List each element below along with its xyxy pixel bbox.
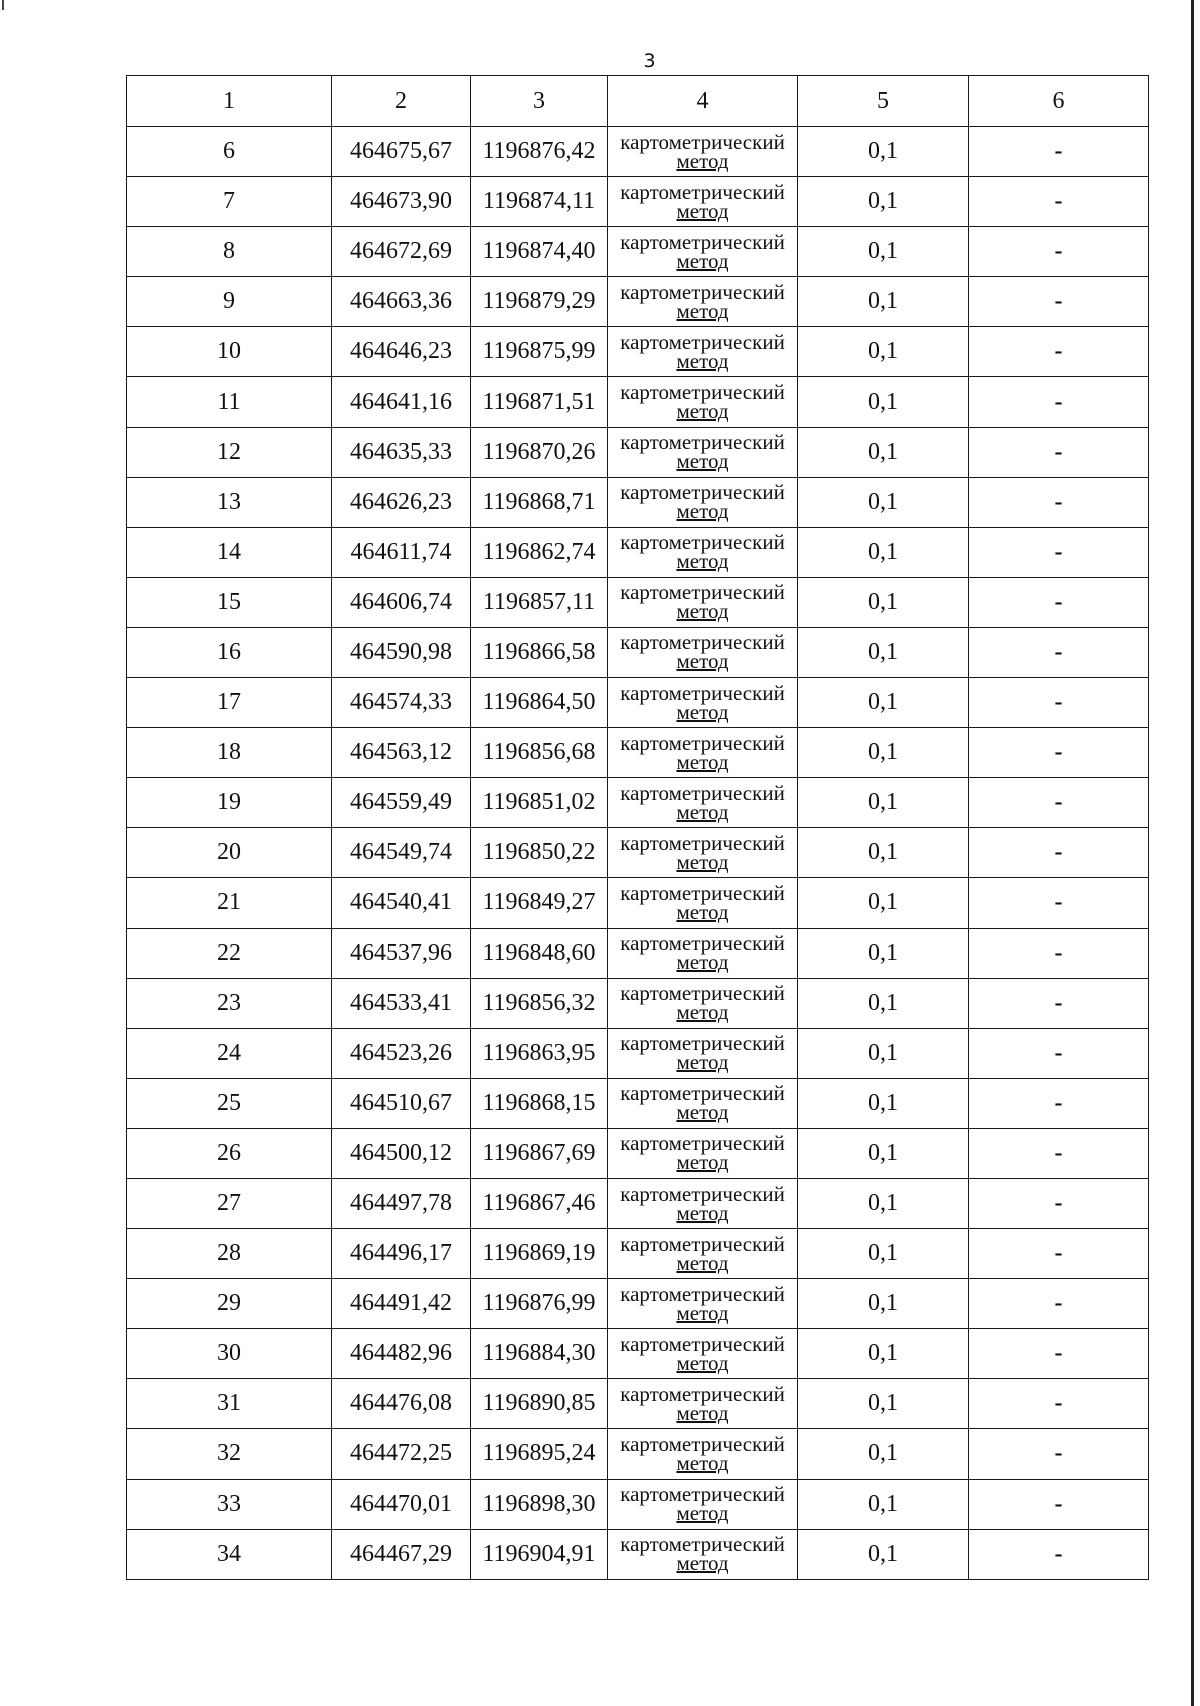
x-coordinate-cell: 464500,12 <box>332 1128 471 1178</box>
y-coordinate-cell: 1196868,71 <box>471 477 608 527</box>
accuracy-cell: 0,1 <box>798 728 969 778</box>
note-cell: - <box>969 377 1149 427</box>
header-cell-6: 6 <box>969 76 1149 127</box>
method-text-line1: картометрический <box>620 1381 785 1406</box>
method-text-line2: метод <box>676 1450 729 1475</box>
note-cell: - <box>969 978 1149 1028</box>
method-text-line1: картометрический <box>620 229 785 254</box>
point-number-cell: 18 <box>127 728 332 778</box>
method-text-line1: картометрический <box>620 1331 785 1356</box>
method-text-line2: метод <box>676 1150 729 1175</box>
method-cell <box>608 1178 798 1228</box>
table-row <box>127 427 1149 477</box>
method-text-line1: картометрический <box>620 1482 785 1507</box>
y-coordinate-cell: 1196856,68 <box>471 728 608 778</box>
accuracy-cell: 0,1 <box>798 1479 969 1529</box>
point-number-cell: 26 <box>127 1128 332 1178</box>
method-cell <box>608 327 798 377</box>
method-text-line1: картометрический <box>620 1131 785 1156</box>
note-cell: - <box>969 477 1149 527</box>
x-coordinate-cell: 464467,29 <box>332 1529 471 1579</box>
table-row <box>127 1479 1149 1529</box>
method-text-line2: метод <box>676 1400 729 1425</box>
method-text-line1: картометрический <box>620 179 785 204</box>
point-number-cell: 9 <box>127 277 332 327</box>
method-text-line2: метод <box>676 849 729 874</box>
table-row <box>127 678 1149 728</box>
y-coordinate-cell: 1196879,29 <box>471 277 608 327</box>
page-number: 3 <box>643 50 657 72</box>
method-cell <box>608 1529 798 1579</box>
table-row <box>127 778 1149 828</box>
method-cell <box>608 678 798 728</box>
table-row <box>127 828 1149 878</box>
accuracy-cell: 0,1 <box>798 1078 969 1128</box>
method-text-line1: картометрический <box>620 480 785 505</box>
method-cell <box>608 978 798 1028</box>
x-coordinate-cell: 464626,23 <box>332 477 471 527</box>
method-cell <box>608 1429 798 1479</box>
accuracy-cell: 0,1 <box>798 678 969 728</box>
header-cell-1: 1 <box>127 76 332 127</box>
method-text-line2: метод <box>676 1300 729 1325</box>
table-row <box>127 1078 1149 1128</box>
note-cell: - <box>969 577 1149 627</box>
header-cell-2: 2 <box>332 76 471 127</box>
note-cell: - <box>969 177 1149 227</box>
point-number-cell: 32 <box>127 1429 332 1479</box>
method-text-line2: метод <box>676 549 729 574</box>
table-row <box>127 928 1149 978</box>
accuracy-cell: 0,1 <box>798 477 969 527</box>
x-coordinate-cell: 464533,41 <box>332 978 471 1028</box>
y-coordinate-cell: 1196895,24 <box>471 1429 608 1479</box>
point-number-cell: 22 <box>127 928 332 978</box>
y-coordinate-cell: 1196869,19 <box>471 1229 608 1279</box>
x-coordinate-cell: 464675,67 <box>332 127 471 177</box>
accuracy-cell: 0,1 <box>798 527 969 577</box>
method-cell <box>608 1028 798 1078</box>
accuracy-cell: 0,1 <box>798 978 969 1028</box>
y-coordinate-cell: 1196850,22 <box>471 828 608 878</box>
method-text-line2: метод <box>676 799 729 824</box>
method-text-line1: картометрический <box>620 931 785 956</box>
y-coordinate-cell: 1196874,40 <box>471 227 608 277</box>
point-number-cell: 24 <box>127 1028 332 1078</box>
x-coordinate-cell: 464646,23 <box>332 327 471 377</box>
method-text-line1: картометрический <box>620 1281 785 1306</box>
point-number-cell: 12 <box>127 427 332 477</box>
table-row <box>127 878 1149 928</box>
method-text-line2: метод <box>676 1501 729 1526</box>
method-text-line1: картометрический <box>620 880 785 905</box>
table-row <box>127 728 1149 778</box>
x-coordinate-cell: 464672,69 <box>332 227 471 277</box>
note-cell: - <box>969 778 1149 828</box>
x-coordinate-cell: 464472,25 <box>332 1429 471 1479</box>
y-coordinate-cell: 1196871,51 <box>471 377 608 427</box>
method-text-line2: метод <box>676 1200 729 1225</box>
point-number-cell: 29 <box>127 1279 332 1329</box>
note-cell: - <box>969 1078 1149 1128</box>
method-text-line1: картометрический <box>620 129 785 154</box>
table-row <box>127 1178 1149 1228</box>
coordinates-table <box>126 75 1149 1580</box>
y-coordinate-cell: 1196890,85 <box>471 1379 608 1429</box>
y-coordinate-cell: 1196849,27 <box>471 878 608 928</box>
method-text-line2: метод <box>676 298 729 323</box>
point-number-cell: 10 <box>127 327 332 377</box>
note-cell: - <box>969 1178 1149 1228</box>
accuracy-cell: 0,1 <box>798 127 969 177</box>
accuracy-cell: 0,1 <box>798 878 969 928</box>
method-cell <box>608 928 798 978</box>
method-text-line1: картометрический <box>620 279 785 304</box>
method-cell <box>608 127 798 177</box>
method-text-line2: метод <box>676 1250 729 1275</box>
note-cell: - <box>969 1379 1149 1429</box>
point-number-cell: 11 <box>127 377 332 427</box>
method-cell <box>608 627 798 677</box>
accuracy-cell: 0,1 <box>798 928 969 978</box>
accuracy-cell: 0,1 <box>798 1178 969 1228</box>
y-coordinate-cell: 1196875,99 <box>471 327 608 377</box>
method-cell <box>608 1479 798 1529</box>
x-coordinate-cell: 464491,42 <box>332 1279 471 1329</box>
point-number-cell: 16 <box>127 627 332 677</box>
y-coordinate-cell: 1196867,69 <box>471 1128 608 1178</box>
table-row <box>127 1279 1149 1329</box>
note-cell: - <box>969 527 1149 577</box>
method-cell <box>608 1229 798 1279</box>
point-number-cell: 8 <box>127 227 332 277</box>
method-text-line1: картометрический <box>620 329 785 354</box>
method-cell <box>608 828 798 878</box>
point-number-cell: 23 <box>127 978 332 1028</box>
table-row <box>127 227 1149 277</box>
accuracy-cell: 0,1 <box>798 427 969 477</box>
note-cell: - <box>969 127 1149 177</box>
note-cell: - <box>969 1329 1149 1379</box>
table-row <box>127 1028 1149 1078</box>
table-row <box>127 577 1149 627</box>
accuracy-cell: 0,1 <box>798 1229 969 1279</box>
point-number-cell: 25 <box>127 1078 332 1128</box>
scan-artifact-mark <box>2 0 4 10</box>
method-cell <box>608 177 798 227</box>
y-coordinate-cell: 1196876,99 <box>471 1279 608 1329</box>
x-coordinate-cell: 464663,36 <box>332 277 471 327</box>
accuracy-cell: 0,1 <box>798 1529 969 1579</box>
x-coordinate-cell: 464574,33 <box>332 678 471 728</box>
method-text-line1: картометрический <box>620 630 785 655</box>
accuracy-cell: 0,1 <box>798 327 969 377</box>
y-coordinate-cell: 1196867,46 <box>471 1178 608 1228</box>
accuracy-cell: 0,1 <box>798 778 969 828</box>
method-text-line1: картометрический <box>620 1231 785 1256</box>
x-coordinate-cell: 464537,96 <box>332 928 471 978</box>
method-text-line1: картометрический <box>620 1081 785 1106</box>
note-cell: - <box>969 427 1149 477</box>
method-cell <box>608 427 798 477</box>
point-number-cell: 30 <box>127 1329 332 1379</box>
table-row <box>127 127 1149 177</box>
x-coordinate-cell: 464563,12 <box>332 728 471 778</box>
point-number-cell: 20 <box>127 828 332 878</box>
note-cell: - <box>969 678 1149 728</box>
method-cell <box>608 377 798 427</box>
y-coordinate-cell: 1196862,74 <box>471 527 608 577</box>
x-coordinate-cell: 464673,90 <box>332 177 471 227</box>
method-text-line2: метод <box>676 599 729 624</box>
accuracy-cell: 0,1 <box>798 1379 969 1429</box>
table-row <box>127 1429 1149 1479</box>
accuracy-cell: 0,1 <box>798 828 969 878</box>
method-text-line1: картометрический <box>620 981 785 1006</box>
method-cell <box>608 1128 798 1178</box>
accuracy-cell: 0,1 <box>798 1429 969 1479</box>
x-coordinate-cell: 464635,33 <box>332 427 471 477</box>
accuracy-cell: 0,1 <box>798 177 969 227</box>
point-number-cell: 33 <box>127 1479 332 1529</box>
note-cell: - <box>969 227 1149 277</box>
table-row <box>127 1128 1149 1178</box>
x-coordinate-cell: 464549,74 <box>332 828 471 878</box>
accuracy-cell: 0,1 <box>798 227 969 277</box>
method-text-line2: метод <box>676 1050 729 1075</box>
x-coordinate-cell: 464611,74 <box>332 527 471 577</box>
x-coordinate-cell: 464482,96 <box>332 1329 471 1379</box>
note-cell: - <box>969 1529 1149 1579</box>
y-coordinate-cell: 1196851,02 <box>471 778 608 828</box>
x-coordinate-cell: 464510,67 <box>332 1078 471 1128</box>
method-cell <box>608 878 798 928</box>
method-text-line2: метод <box>676 950 729 975</box>
header-cell-4: 4 <box>608 76 798 127</box>
x-coordinate-cell: 464470,01 <box>332 1479 471 1529</box>
header-cell-5: 5 <box>798 76 969 127</box>
x-coordinate-cell: 464496,17 <box>332 1229 471 1279</box>
method-text-line1: картометрический <box>620 780 785 805</box>
method-text-line1: картометрический <box>620 430 785 455</box>
table-row <box>127 627 1149 677</box>
method-cell <box>608 227 798 277</box>
note-cell: - <box>969 878 1149 928</box>
y-coordinate-cell: 1196870,26 <box>471 427 608 477</box>
table-row <box>127 277 1149 327</box>
note-cell: - <box>969 728 1149 778</box>
method-text-line2: метод <box>676 499 729 524</box>
method-text-line1: картометрический <box>620 380 785 405</box>
point-number-cell: 17 <box>127 678 332 728</box>
method-text-line2: метод <box>676 649 729 674</box>
note-cell: - <box>969 828 1149 878</box>
method-text-line2: метод <box>676 1000 729 1025</box>
method-text-line1: картометрический <box>620 580 785 605</box>
method-text-line2: метод <box>676 1100 729 1125</box>
method-cell <box>608 1329 798 1379</box>
table-row <box>127 1329 1149 1379</box>
header-cell-3: 3 <box>471 76 608 127</box>
table-row <box>127 1229 1149 1279</box>
accuracy-cell: 0,1 <box>798 377 969 427</box>
point-number-cell: 13 <box>127 477 332 527</box>
note-cell: - <box>969 1279 1149 1329</box>
point-number-cell: 27 <box>127 1178 332 1228</box>
accuracy-cell: 0,1 <box>798 1329 969 1379</box>
note-cell: - <box>969 1479 1149 1529</box>
point-number-cell: 6 <box>127 127 332 177</box>
note-cell: - <box>969 277 1149 327</box>
method-text-line2: метод <box>676 399 729 424</box>
x-coordinate-cell: 464641,16 <box>332 377 471 427</box>
method-text-line1: картометрический <box>620 1181 785 1206</box>
x-coordinate-cell: 464476,08 <box>332 1379 471 1429</box>
accuracy-cell: 0,1 <box>798 1279 969 1329</box>
y-coordinate-cell: 1196874,11 <box>471 177 608 227</box>
method-text-line1: картометрический <box>620 680 785 705</box>
method-text-line2: метод <box>676 699 729 724</box>
method-cell <box>608 778 798 828</box>
method-text-line1: картометрический <box>620 830 785 855</box>
y-coordinate-cell: 1196857,11 <box>471 577 608 627</box>
method-text-line1: картометрический <box>620 530 785 555</box>
method-text-line2: метод <box>676 749 729 774</box>
point-number-cell: 14 <box>127 527 332 577</box>
method-text-line1: картометрический <box>620 1532 785 1557</box>
method-cell <box>608 527 798 577</box>
x-coordinate-cell: 464497,78 <box>332 1178 471 1228</box>
note-cell: - <box>969 627 1149 677</box>
note-cell: - <box>969 1229 1149 1279</box>
y-coordinate-cell: 1196863,95 <box>471 1028 608 1078</box>
method-text-line1: картометрический <box>620 730 785 755</box>
x-coordinate-cell: 464606,74 <box>332 577 471 627</box>
x-coordinate-cell: 464523,26 <box>332 1028 471 1078</box>
point-number-cell: 34 <box>127 1529 332 1579</box>
x-coordinate-cell: 464590,98 <box>332 627 471 677</box>
point-number-cell: 28 <box>127 1229 332 1279</box>
y-coordinate-cell: 1196856,32 <box>471 978 608 1028</box>
table-row <box>127 327 1149 377</box>
table-row <box>127 477 1149 527</box>
method-cell <box>608 477 798 527</box>
scan-edge-line <box>1191 0 1194 1706</box>
table-row <box>127 377 1149 427</box>
method-text-line2: метод <box>676 198 729 223</box>
method-cell <box>608 1379 798 1429</box>
x-coordinate-cell: 464559,49 <box>332 778 471 828</box>
table-header-row <box>127 76 1149 127</box>
point-number-cell: 21 <box>127 878 332 928</box>
point-number-cell: 31 <box>127 1379 332 1429</box>
table-row <box>127 527 1149 577</box>
accuracy-cell: 0,1 <box>798 627 969 677</box>
y-coordinate-cell: 1196904,91 <box>471 1529 608 1579</box>
note-cell: - <box>969 327 1149 377</box>
table-row <box>127 1529 1149 1579</box>
method-text-line2: метод <box>676 1551 729 1576</box>
method-cell <box>608 728 798 778</box>
y-coordinate-cell: 1196898,30 <box>471 1479 608 1529</box>
method-text-line1: картометрический <box>620 1431 785 1456</box>
x-coordinate-cell: 464540,41 <box>332 878 471 928</box>
method-text-line2: метод <box>676 148 729 173</box>
table-row <box>127 1379 1149 1429</box>
method-cell <box>608 577 798 627</box>
point-number-cell: 15 <box>127 577 332 627</box>
note-cell: - <box>969 928 1149 978</box>
method-text-line1: картометрический <box>620 1031 785 1056</box>
table-row <box>127 978 1149 1028</box>
y-coordinate-cell: 1196864,50 <box>471 678 608 728</box>
method-text-line2: метод <box>676 899 729 924</box>
method-cell <box>608 277 798 327</box>
accuracy-cell: 0,1 <box>798 577 969 627</box>
y-coordinate-cell: 1196868,15 <box>471 1078 608 1128</box>
point-number-cell: 19 <box>127 778 332 828</box>
method-cell <box>608 1078 798 1128</box>
note-cell: - <box>969 1429 1149 1479</box>
method-cell <box>608 1279 798 1329</box>
accuracy-cell: 0,1 <box>798 1028 969 1078</box>
y-coordinate-cell: 1196866,58 <box>471 627 608 677</box>
y-coordinate-cell: 1196848,60 <box>471 928 608 978</box>
note-cell: - <box>969 1128 1149 1178</box>
method-text-line2: метод <box>676 449 729 474</box>
y-coordinate-cell: 1196884,30 <box>471 1329 608 1379</box>
method-text-line2: метод <box>676 1350 729 1375</box>
point-number-cell: 7 <box>127 177 332 227</box>
note-cell: - <box>969 1028 1149 1078</box>
table-body <box>127 76 1149 1580</box>
method-text-line2: метод <box>676 348 729 373</box>
accuracy-cell: 0,1 <box>798 1128 969 1178</box>
accuracy-cell: 0,1 <box>798 277 969 327</box>
table-row <box>127 177 1149 227</box>
y-coordinate-cell: 1196876,42 <box>471 127 608 177</box>
method-text-line2: метод <box>676 248 729 273</box>
